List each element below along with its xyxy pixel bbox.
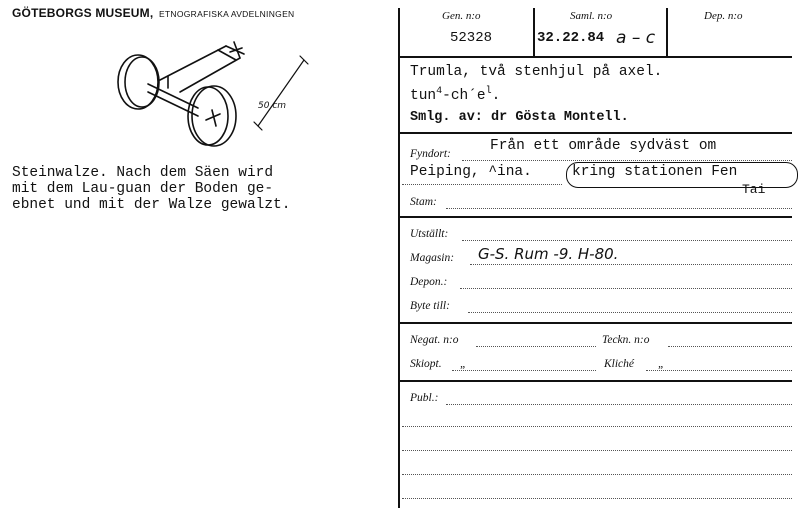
saml-label: Saml. n:o: [570, 10, 613, 22]
kliche-dotline: [646, 370, 792, 371]
saml-number: 32.22.84: [537, 30, 605, 46]
media-rule: [400, 380, 792, 382]
gen-number: 52328: [450, 30, 493, 46]
publ-dotline: [402, 474, 792, 475]
publ-dotline: [402, 498, 792, 499]
description-rule: [400, 132, 792, 134]
german-line: Steinwalze. Nach dem Säen wird: [12, 165, 274, 181]
header-rule: [400, 56, 792, 58]
skiopt-ditto: „: [460, 358, 467, 370]
depon-label: Depon.:: [410, 276, 448, 288]
fyndort-line1: Från ett område sydväst om: [490, 138, 717, 154]
stam-rule: [400, 216, 792, 218]
german-description: [12, 165, 397, 213]
collector-line: Smlg. av: dr Gösta Montell.: [410, 110, 629, 125]
utstallt-label: Utställt:: [410, 228, 449, 240]
fyndort-dotline: [462, 160, 792, 161]
fyndort-dotline: [402, 184, 562, 185]
byte-dotline: [468, 312, 792, 313]
stam-dotline: [446, 208, 792, 209]
publ-dotline: [402, 450, 792, 451]
teckn-label: Teckn. n:o: [602, 334, 650, 346]
publ-dotline: [402, 426, 792, 427]
skiopt-dotline: [452, 370, 596, 371]
dimension-label: 50 cm: [258, 101, 287, 111]
utstallt-dotline: [462, 240, 792, 241]
teckn-dotline: [668, 346, 792, 347]
museum-name: GÖTEBORGS MUSEUM,: [12, 6, 154, 20]
kliche-ditto: „: [658, 358, 665, 370]
depon-dotline: [460, 288, 792, 289]
column-divider: [666, 8, 668, 56]
description-line: Trumla, två stenhjul på axel.: [410, 64, 663, 80]
fyndort-line2-tai: Tai: [742, 182, 766, 197]
magasin-dotline: [470, 264, 792, 265]
stam-label: Stam:: [410, 196, 437, 208]
fyndort-line2: Peiping, ^ina.: [410, 164, 532, 180]
negat-label: Negat. n:o: [410, 334, 459, 346]
byte-label: Byte till:: [410, 300, 450, 312]
fyndort-label: Fyndort:: [410, 148, 451, 160]
location-rule: [400, 322, 792, 324]
negat-dotline: [476, 346, 596, 347]
roller-sketch: [108, 34, 318, 150]
fyndort-line2-circled: kring stationen Fen: [572, 164, 738, 180]
dep-label: Dep. n:o: [704, 10, 743, 22]
magasin-value: G-S. Rum -9. H-80.: [478, 245, 619, 263]
german-line: ebnet und mit der Walze gewalzt.: [12, 197, 291, 213]
german-line: mit dem Lau-guan der Boden ge-: [12, 181, 274, 197]
saml-handwritten: a – c: [616, 28, 656, 48]
column-divider: [533, 8, 535, 56]
main-divider: [398, 8, 400, 508]
publ-dotline: [446, 404, 792, 405]
publ-label: Publ.:: [410, 392, 439, 404]
magasin-label: Magasin:: [410, 252, 455, 264]
description-romanization: $tun^4-ch´e^l$.: [410, 86, 501, 104]
museum-header: [12, 6, 294, 20]
gen-label: Gen. n:o: [442, 10, 481, 22]
skiopt-label: Skiopt.: [410, 358, 442, 370]
kliche-label: Kliché: [604, 358, 635, 370]
department-name: ETNOGRAFISKA AVDELNINGEN: [158, 9, 295, 19]
